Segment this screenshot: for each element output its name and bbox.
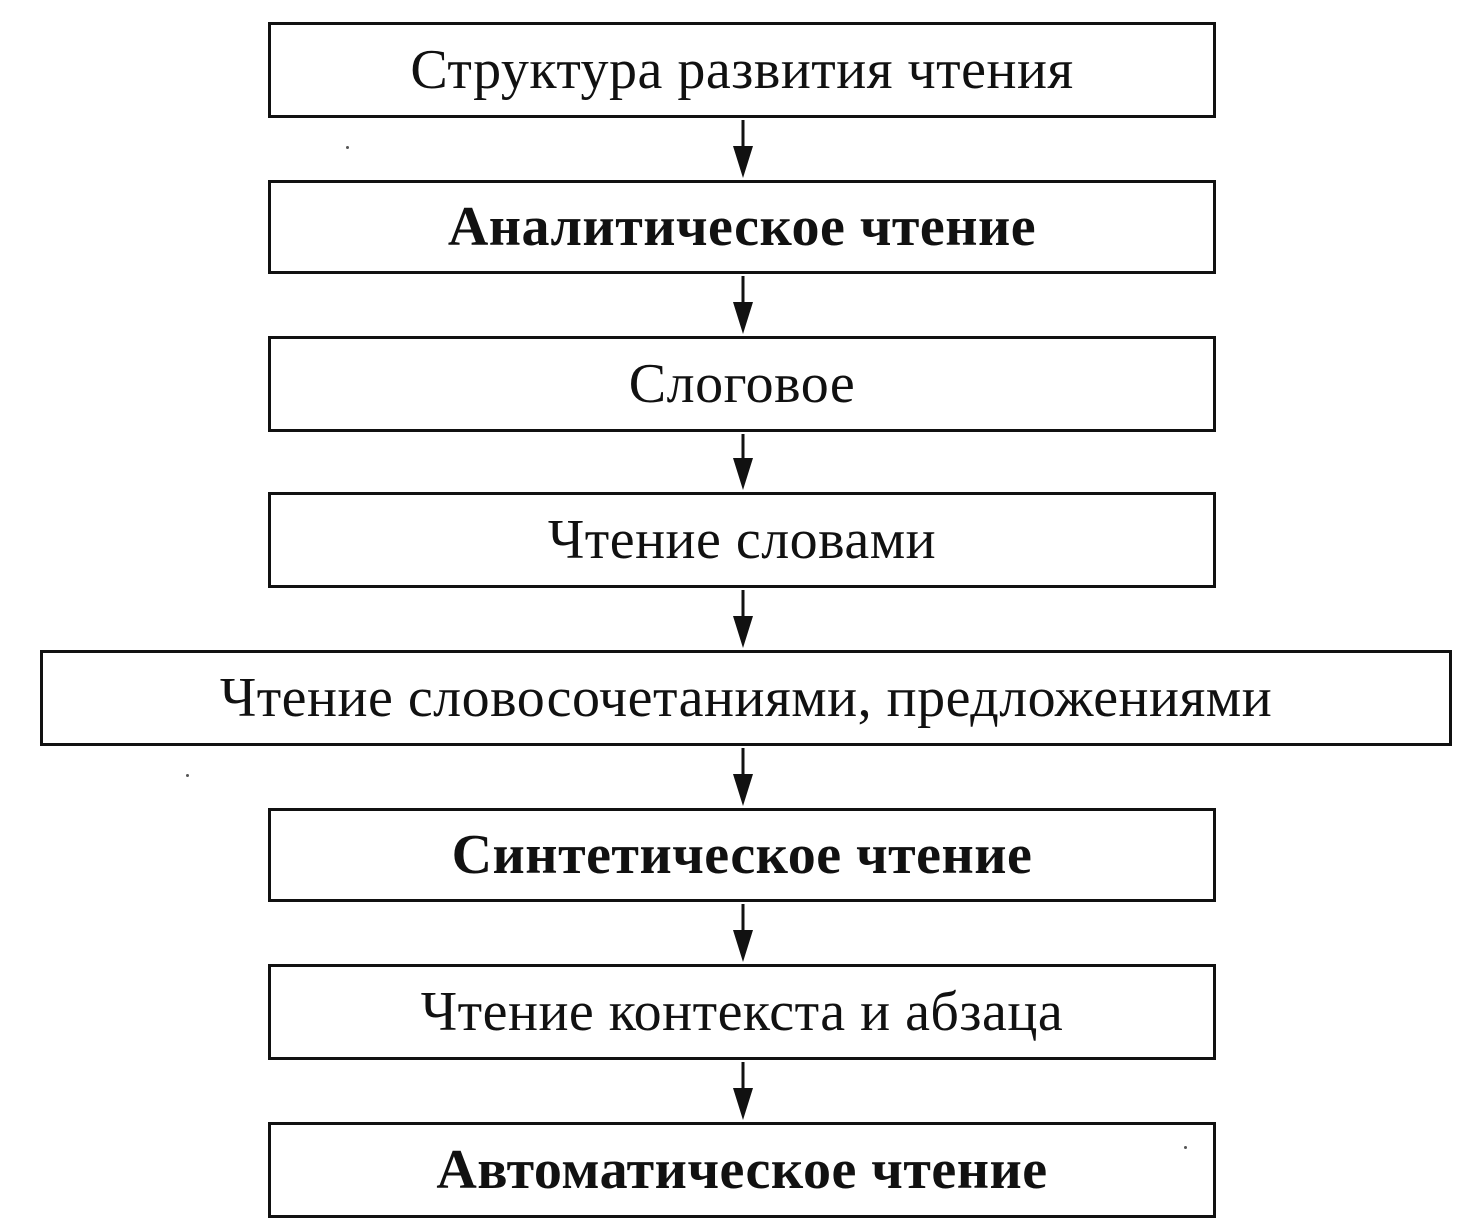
arrow-synthetic-to-context [733,904,753,962]
scan-speck [186,774,189,777]
arrow-context-to-automatic [733,1062,753,1120]
node-reading-by-words [268,492,1216,588]
node-syllabic [268,336,1216,432]
arrow-structure-to-analytic [733,120,753,178]
arrow-syllabic-to-words [733,434,753,490]
node-label: Аналитическое чтение [447,196,1037,258]
arrow-analytic-to-syllabic [733,276,753,334]
arrow-words-to-phrases [733,590,753,648]
node-label: Чтение контекста и абзаца [420,981,1064,1043]
node-label: Автоматическое чтение [436,1139,1048,1201]
node-label: Синтетическое чтение [451,824,1033,886]
node-synthetic-reading [268,808,1216,902]
node-label: Структура развития чтения [410,39,1074,101]
node-label: Чтение словами [547,509,937,571]
scan-speck [1184,1146,1187,1149]
arrow-phrases-to-synthetic [733,748,753,806]
node-label: Слоговое [628,353,856,415]
node-automatic-reading [268,1122,1216,1218]
node-label: Чтение словосочетаниями, предложениями [219,667,1273,729]
node-structure [268,22,1216,118]
node-analytic-reading [268,180,1216,274]
node-reading-by-phrases [40,650,1452,746]
scan-speck [346,146,349,149]
node-context-reading [268,964,1216,1060]
